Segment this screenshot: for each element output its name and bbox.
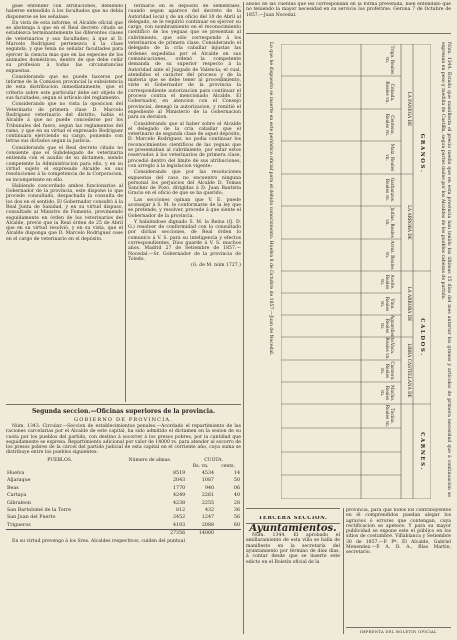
col2-paragraph: terinario en el depósito de sementales, cuando segun aparece del decreto de la Autoridad local y de un oficio del 10 de Abril al delegado, se le requirió continuar en ejercer su cargo, con nombramiento en el reconocimiento científico de los yeguas que se presentan al cubrimiento, que sólo corresponde á los veterinarios de primera clase. Considerando el delegado de la cría caballar injustas las órdenes expedidas por el Alcalde en sus comunicaciones, ordenó la competente demanda de su superior respecto á la Autoridad ante el Juzgado de Valencia; el cual, atendidos el carácter del proceso y de la materia que se debe tener al procedimiento, viste el Gobernador de la provincia la correspondiente autorizacion para continuar el proceso contra el mencionado Alcalde. El Gobernador, en atencion con el Consejo provincial, denegó la autorizacion, y remitió el expediente al Ministerio de la Gobernacion para su decision. <box>128 4 241 121</box>
circular-text: Núm. 1343. Circular.—Seccion de establecimientos penales.—Acordado el repartimiento de las raciones carcelarias por el Alcalde de este capital, ha sido admitido el dictamen en la sesion de su cuota por los pueblos del partido, con destino á socorrer á los presos pobres, por la cantidad que seguidamente se expresa. Repartimiento adicional por valor de 14000 rs. para atender al socorro de los presos pobres de la cárcel del partido judicial de esta capital en el corriente año, cuya suma se distribuye entre los pueblos siguientes: <box>6 424 241 456</box>
pueblo-name: San Juan del Puerto <box>7 515 56 521</box>
cents-value: 56 <box>233 515 240 521</box>
subsection-arroba: LA ARROBA DE <box>406 205 411 240</box>
price-table-region <box>246 36 451 504</box>
cuota-table <box>6 458 241 538</box>
cents-value: 14 <box>233 470 240 476</box>
col-pueblos: PUEBLOS. <box>47 458 73 464</box>
second-section <box>6 408 241 636</box>
granos-header: GRANOS. <box>419 133 425 174</box>
third-section-label: TERCERA SECCION. <box>258 516 328 521</box>
table-row <box>6 470 241 477</box>
col-garbanzos: Garbanzos. Reales vn. <box>384 177 394 203</box>
col-trigo: Trigo. Reales vn. <box>384 45 394 75</box>
pueblo-name: Trigueros <box>7 522 31 528</box>
third-section <box>246 516 340 636</box>
subsection-fanega: LA FANEGA DE <box>406 91 411 127</box>
cents-value: 36 <box>233 507 240 513</box>
cents-value: 60 <box>233 522 240 528</box>
caldos-header: CALDOS. <box>419 318 425 357</box>
column-divider <box>343 508 344 634</box>
price-table-footer: Lo que he dispuesto se inserte en este periódico oficial para el debido conocimiento. Huelva 8 de Octubre de 1857.—Juan de Nocedal. <box>268 42 273 356</box>
cents-value: 40 <box>233 493 240 499</box>
section-rule <box>6 404 241 405</box>
section-rule <box>246 523 340 524</box>
col-tocino: Tocino. Reales vn. <box>384 404 394 428</box>
table-row <box>6 492 241 499</box>
col-aguardiente: Aguardiente. Reales vn. <box>379 315 394 344</box>
col-cents: cents. <box>221 464 235 470</box>
col-judias: Judías. Reales vn. <box>384 207 394 238</box>
col2-paragraph: Considerando que al haber sobre el Alcalde el delegado de la cría caballar que el veterinario de segunda clase de aquel depósito, D. Marcelo Rodriguez, no podia continuar los reconocimientos científicos de las yeguas que se presentaban al cubrimiento, por estar estos reservados á los veterinarios de primera clase, procedió dentro del límite de sus atribuciones, con arreglo á la legislacion vigente: <box>128 121 241 169</box>
col2-paragraph: Las secciones opinan que V. E. puede aconsejar á S. M. le conformarse de la ley que se pretende, y resolver, procede á que siente el Gobernador de la provincia. <box>128 197 241 219</box>
subsection-libra: LIBRA CASTELLANA DE <box>406 343 411 398</box>
col1-paragraph: Considerando que el Real decreto citado no consiente que el Subdelegado de veterinaria entienda con el auxilio de su dictamen, siendo competente la Administracion para ello, y en su virtud sujeto el expresado Alcalde en sus resoluciones á la competencia de la Corporacion, es incompetente en ello. <box>6 145 123 183</box>
cents-value: 50 <box>233 478 240 484</box>
col1-paragraph: En vista de esta informe, el Alcalde oficial que se abstenga á que en el Real decreto citado se establezca terminantemente las diferentes clases de veterinarios y sus facultades; á que al D. Marcelo Rodriguez pertenezca á la clase segunda, y que tenia no señalar facultades para ejercer la ciencia mas que en las especies de los animales domésticos, dentro de que debe ceñir su profesion á todas las circunstancias expuestas. <box>6 20 123 74</box>
rs-value: 2261 <box>201 493 215 499</box>
col2-paragraph: Y habiéndose dignado S. M. la Reina (Q. D. G.) resolver de conformidad con lo consultado por dichas secciones, de Real órden lo comunico á V. S. para su inteligencia y efectos correspondientes. Dios guarde á V. S. muchos años. Madrid 27 de Setiembre de 1857.—Nocedal.—Sr. Gobernador de la provincia de Toledo. <box>128 219 241 262</box>
almas-value: 4103 <box>172 522 186 528</box>
pueblo-name: Gibraleon <box>7 500 31 506</box>
rs-value: 2255 <box>201 500 215 506</box>
subsection-arroba-caldos: LA ARROBA DE <box>406 286 411 322</box>
col1-paragraph: Considerando que no puede hacerse por informe de la Comision provincial la subsistencia de esta distribucion inmediatamente, que el criterio sobre este particular debe ser objeto de sus facultades, segun el artículo del reglamento. <box>6 74 123 102</box>
col-aceite: Aceite. Reales vn. <box>379 274 394 290</box>
pueblo-name: Aljaraque <box>7 478 31 484</box>
table-row <box>6 499 241 506</box>
col-centeno: Centeno. Reales vn. <box>384 113 394 137</box>
text-column-2 <box>128 4 241 472</box>
carnes-header: CARNES. <box>419 432 425 471</box>
almas-value: 2452 <box>172 515 186 521</box>
gobierno-subtitle: GOBIERNO DE PROVINCIA. <box>74 417 173 423</box>
col-cebada: Cebada. Reales vn. <box>384 81 394 104</box>
rotated-price-table <box>246 36 451 504</box>
cents-value: 28 <box>233 500 240 506</box>
col-vino: Vino. Reales vn. <box>379 296 394 312</box>
rs-value: 1247 <box>201 515 215 521</box>
rs-value: 940 <box>204 485 215 491</box>
col-carnero: Carnero. Reales vn. <box>379 361 394 381</box>
total-rs: 14000 <box>186 529 215 537</box>
col2-signature: (G. de M. núm 1727.) <box>190 263 241 269</box>
col-cuota: CUOTA. <box>204 458 223 464</box>
pueblo-name: Beas <box>7 485 19 491</box>
right-text-column: provincia, para que todos los contribuyentes en él comprendidos puedan alegar los agravios ó errores que contengan, cuya rectificacion se apetece. Y para su mayor publicidad se expone este el público en los sitios de costumbre. Villablanca y Setiembre 30 de 1857.—P. Pº. El Alcalde, Gabriel Menendez.—P. A. D. A., Blas Martin, secretario. <box>346 508 451 556</box>
price-table-title: Núm. 1344. Estado que manifiesta el precio medio que en esta provincia han tenido los últimos 15 días del mes anterior los granos y artículos de primera necesidad que á continuacion se expresan en peso y medida de Castilla, segun partes dados por los Alcaldes de los pueblos cabezas de partido. <box>440 42 451 497</box>
table-row <box>6 507 241 514</box>
almas-value: 4249 <box>172 493 186 499</box>
col-rs: Rs. vn. <box>192 464 209 470</box>
column-divider <box>243 2 244 634</box>
section-rule <box>246 508 340 509</box>
rs-value: 2088 <box>201 522 215 528</box>
cents-value: 06 <box>233 485 240 491</box>
almas-value: 8519 <box>172 470 186 476</box>
col-maiz: Maiz. Reales vn. <box>384 143 394 172</box>
table-row <box>6 485 241 492</box>
almas-value: 1770 <box>172 485 186 491</box>
col1-paragraph: Habiendo concordado ambos funcionarios al Gobernador de la provincia, este dispone lo que procede consultado, despachada la consulta de los dos en el sentido. El Gobernador consultó á la Real Junta de Sanidad, y en su virtud dispuso, consultado al Ministro de Fomento, previniendo seguidamente en órden de los veterinarios del Alcalde, previo que la Real órden de 25 de Abril que en su virtud resolvió, y en su vista, que el Alcalde disponga que D. Marcelo Rodriguez cese en el cargo de veterinario en el depósito. <box>6 183 123 242</box>
pueblo-name: Cartaya <box>7 493 27 499</box>
total-almas: 27356 <box>113 529 186 537</box>
almas-value: 2043 <box>172 478 186 484</box>
table-row <box>6 477 241 484</box>
table-total-row <box>6 529 241 537</box>
col1-paragraph: Considerando que no vista la oposicion del Veterinario de primera clase D. Marcelo Rodriguez veterinario del distrito, habia el Alcalde á que no puede concederse por los Tribunales del fuero, segun las reglamentos del ramo, y que en su virtud el expresado Rodriguez continuará ejerciendo su cargo, poniendo con letras sus dictados segun la justicia. <box>6 102 123 145</box>
second-section-title: Segunda seccion.—Oficinas superiores de la provincia. <box>31 408 216 415</box>
imprenta-footer: IMPRENTA DEL BOLETIN OFICIAL <box>360 630 437 634</box>
almas-value: 4238 <box>172 500 186 506</box>
text-column-1 <box>6 4 123 402</box>
pueblo-name: San Bartolomé de la Torre <box>7 507 72 513</box>
rs-value: 1087 <box>201 478 215 484</box>
table-row <box>6 522 241 530</box>
col-numero-almas: Número de almas. <box>128 458 172 464</box>
total-cents <box>215 529 241 537</box>
col-macho: Macho. Reales vn. <box>379 384 394 401</box>
col-arroz: Arroz. Reales vn. <box>384 240 394 270</box>
ayuntamientos-title: Ayuntamientos. <box>249 522 337 534</box>
pueblo-name: Huelva <box>7 470 25 476</box>
col-vaca: Vaca. Reales vn. <box>384 337 394 360</box>
circular-closing: En su virtud prevengo á los Sres. Alcaldes respectivos, cuiden del puntual <box>12 539 185 545</box>
section-rule <box>246 33 451 34</box>
footer-rule <box>346 627 451 628</box>
rs-value: 432 <box>204 507 215 513</box>
rs-value: 4534 <box>201 470 215 476</box>
almas-value: 812 <box>176 507 186 513</box>
notice-head-text: abono de las cuentas que les correspondan en la forma prevenida, bien entendido que no teniendo la mayor necesidad en su servicio los proferirse. Gerona 7 de Octubre de 1857.—Juan Nocedal. <box>246 2 451 18</box>
col1-paragraph: gase entender con atribuciones, debiendo haberse entendido á los facultados que no debia disponerse se les señalase. <box>6 4 123 20</box>
col2-paragraph: Considerando que por las resoluciones expuestas del caso no encuentro ninguna personal los perjuicios del Alcalde D. Tomas Sanchez de Pozo, dirigidas á D. Juan Bautista Gracio en el oficio de que se ha querido; <box>128 170 241 197</box>
table-row <box>6 514 241 521</box>
column-divider <box>125 4 126 402</box>
ayuntamientos-text: Núm. 1344. El aprobado el amillaramiento de esta villa se halla de manifiesto en la secretaría del ayuntamiento por término de diez días, á contar desde que se inserte este edicto en el Boletín oficial de la <box>246 533 340 565</box>
